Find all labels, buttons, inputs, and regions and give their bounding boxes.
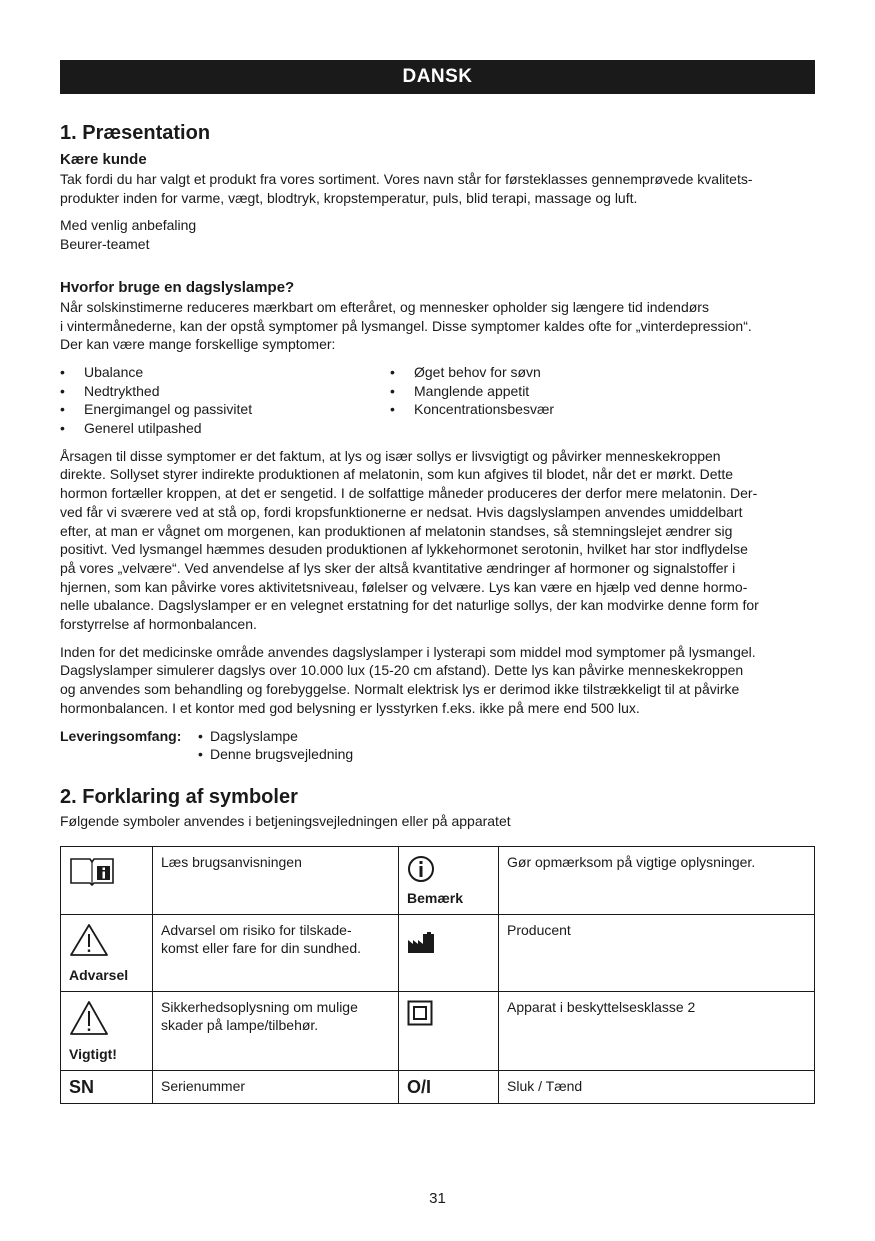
cause-line: nelle ubalance. Dagslyslamper er en velegnet erstatning for det naturlige sollys, der kan modvirke denne form for <box>60 597 759 614</box>
delivery-item: • Dagslyslampe <box>198 727 353 746</box>
warning-triangle-icon <box>69 1000 109 1036</box>
section-2-title: 2. Forklaring af symboler <box>60 785 298 808</box>
description-line: Sikkerhedsoplysning om mulige <box>161 998 358 1015</box>
table-row <box>61 1070 815 1104</box>
cause-line: hormon fortæller kroppen, at det er sengetid. I de solfattige måneder produceres der derfor mere melatonin. Der- <box>60 485 758 502</box>
cause-line: forstyrrelse af hormonbalancen. <box>60 616 257 633</box>
signoff-line: Med venlig anbefaling <box>60 217 197 234</box>
symptom-item: • Øget behov for søvn <box>390 363 554 382</box>
cause-line: ved får vi sværere ved at stå op, fordi kropsfunktionerne er nedsat. Hvis dagslyslampen anvendes umiddelbart <box>60 503 743 520</box>
symbol-description <box>153 991 399 1070</box>
intro-line: produkter inden for varme, vægt, blodtryk, kropstemperatur, puls, blid terapi, massage og luft. <box>60 189 638 206</box>
symbol-cell <box>399 1070 499 1104</box>
symbol-cell <box>399 991 499 1070</box>
cause-line: hjernen, som kan påvirke vores aktivitetsniveau, følelser og velvære. Lys kan være en hjælp ved denne hormo- <box>60 578 748 595</box>
symptom-item: • Ubalance <box>60 363 390 382</box>
symptom-item: • Nedtrykthed <box>60 382 390 401</box>
manufacturer-icon <box>407 932 435 954</box>
description-line: skader på lampe/tilbehør. <box>161 1017 319 1034</box>
table-row <box>61 914 815 991</box>
page-number: 31 <box>429 1190 446 1207</box>
cause-line: positivt. Ved lysmangel hæmmes desuden produktionen af lykkehormonet serotonin, hvilket har stor indflydelse <box>60 541 748 558</box>
symbol-cell <box>61 914 153 991</box>
medical-line: Dagslyslamper simulerer dagslys over 10.000 lux (15-20 cm afstand). Dette lys kan påvirke menneskekroppen <box>60 662 744 679</box>
why-line: Der kan være mange forskellige symptomer: <box>60 336 336 353</box>
symptom-item: • Koncentrationsbesvær <box>390 400 554 419</box>
delivery-contents <box>60 727 815 764</box>
symbol-description: Serienummer <box>153 1070 399 1104</box>
warning-triangle-icon <box>69 923 109 957</box>
symbol-label: Advarsel <box>69 966 129 983</box>
delivery-label: Leveringsomfang: <box>60 727 182 744</box>
read-manual-icon <box>69 856 115 886</box>
why-line: Når solskinstimerne reduceres mærkbart om efteråret, og mennesker opholder sig længere tid indendørs <box>60 298 709 315</box>
symbol-cell <box>399 846 499 914</box>
serial-number-icon: SN <box>69 1076 95 1097</box>
why-line: i vintermånederne, kan der opstå symptomer på lysmangel. Disse symptomer kaldes ofte for „vinterdepression“. <box>60 317 752 334</box>
symbol-description: Sluk / Tænd <box>499 1070 815 1104</box>
medical-line: hormonbalancen. I et kontor med god belysning er lysstyrken f.eks. ikke på mere end 500 lux. <box>60 699 640 716</box>
medical-line: og anvendes som behandling og forebyggelse. Normalt elektrisk lys er derimod ikke tilstrækkeligt til at påvirke <box>60 681 740 698</box>
symbol-description: Læs brugsanvisningen <box>153 846 399 914</box>
symbols-table <box>60 846 815 1105</box>
section-1-title: 1. Præsentation <box>60 122 211 144</box>
symbol-cell <box>399 914 499 991</box>
symbol-label: Vigtigt! <box>69 1045 117 1062</box>
symbol-label: Bemærk <box>407 889 464 906</box>
symptom-item: • Manglende appetit <box>390 382 554 401</box>
intro-line: Tak fordi du har valgt et produkt fra vores sortiment. Vores navn står for førsteklasses gennemprøvede kvalitets- <box>60 171 753 187</box>
cause-line: efter, at man er vågnet om morgenen, kan produktionen af melatonin standses, så stemningslejet ændrer sig <box>60 522 733 539</box>
why-heading: Hvorfor bruge en dagslyslampe? <box>60 278 295 296</box>
symptom-list <box>60 363 815 438</box>
description-line: Advarsel om risiko for tilskade- <box>161 921 352 938</box>
symbols-intro: Følgende symboler anvendes i betjeningsvejledningen eller på apparatet <box>60 812 511 829</box>
signoff-line: Beurer-teamet <box>60 236 150 253</box>
symptom-item: • Generel utilpashed <box>60 419 390 438</box>
symbol-description <box>153 914 399 991</box>
power-off-on-icon: O/I <box>407 1076 432 1097</box>
description-line: komst eller fare for din sundhed. <box>161 940 361 957</box>
medical-line: Inden for det medicinske område anvendes dagslyslamper i lysterapi som middel mod symptomer på lysmangel. <box>60 643 756 660</box>
cause-line: på vores „velvære“. Ved anvendelse af lys sker der altså kvantitative ændringer af hormoner og signalstoffer i <box>60 559 736 576</box>
table-row <box>61 846 815 914</box>
symbol-cell <box>61 846 153 914</box>
cause-line: direkte. Sollyset styrer indirekte produktionen af melatonin, som kun afgives til blodet, når det er mørkt. Dette <box>60 466 734 483</box>
greeting-heading: Kære kunde <box>60 151 147 168</box>
protection-class-2-icon <box>407 1000 433 1026</box>
delivery-item: • Denne brugsvejledning <box>198 745 353 764</box>
cause-paragraph <box>60 447 815 634</box>
symbol-description: Producent <box>499 914 815 991</box>
medical-paragraph <box>60 643 815 718</box>
language-header: DANSK <box>60 60 815 94</box>
cause-line: Årsagen til disse symptomer er det faktum, at lys og især sollys er livsvigtigt og påvirker menneskekroppen <box>60 447 721 464</box>
manual-page <box>60 60 815 1104</box>
symbol-cell <box>61 991 153 1070</box>
symbol-description: Gør opmærksom på vigtige oplysninger. <box>499 846 815 914</box>
symbol-cell <box>61 1070 153 1104</box>
symbol-description: Apparat i beskyttelsesklasse 2 <box>499 991 815 1070</box>
table-row <box>61 991 815 1070</box>
info-icon <box>407 855 435 883</box>
symptom-item: • Energimangel og passivitet <box>60 400 390 419</box>
